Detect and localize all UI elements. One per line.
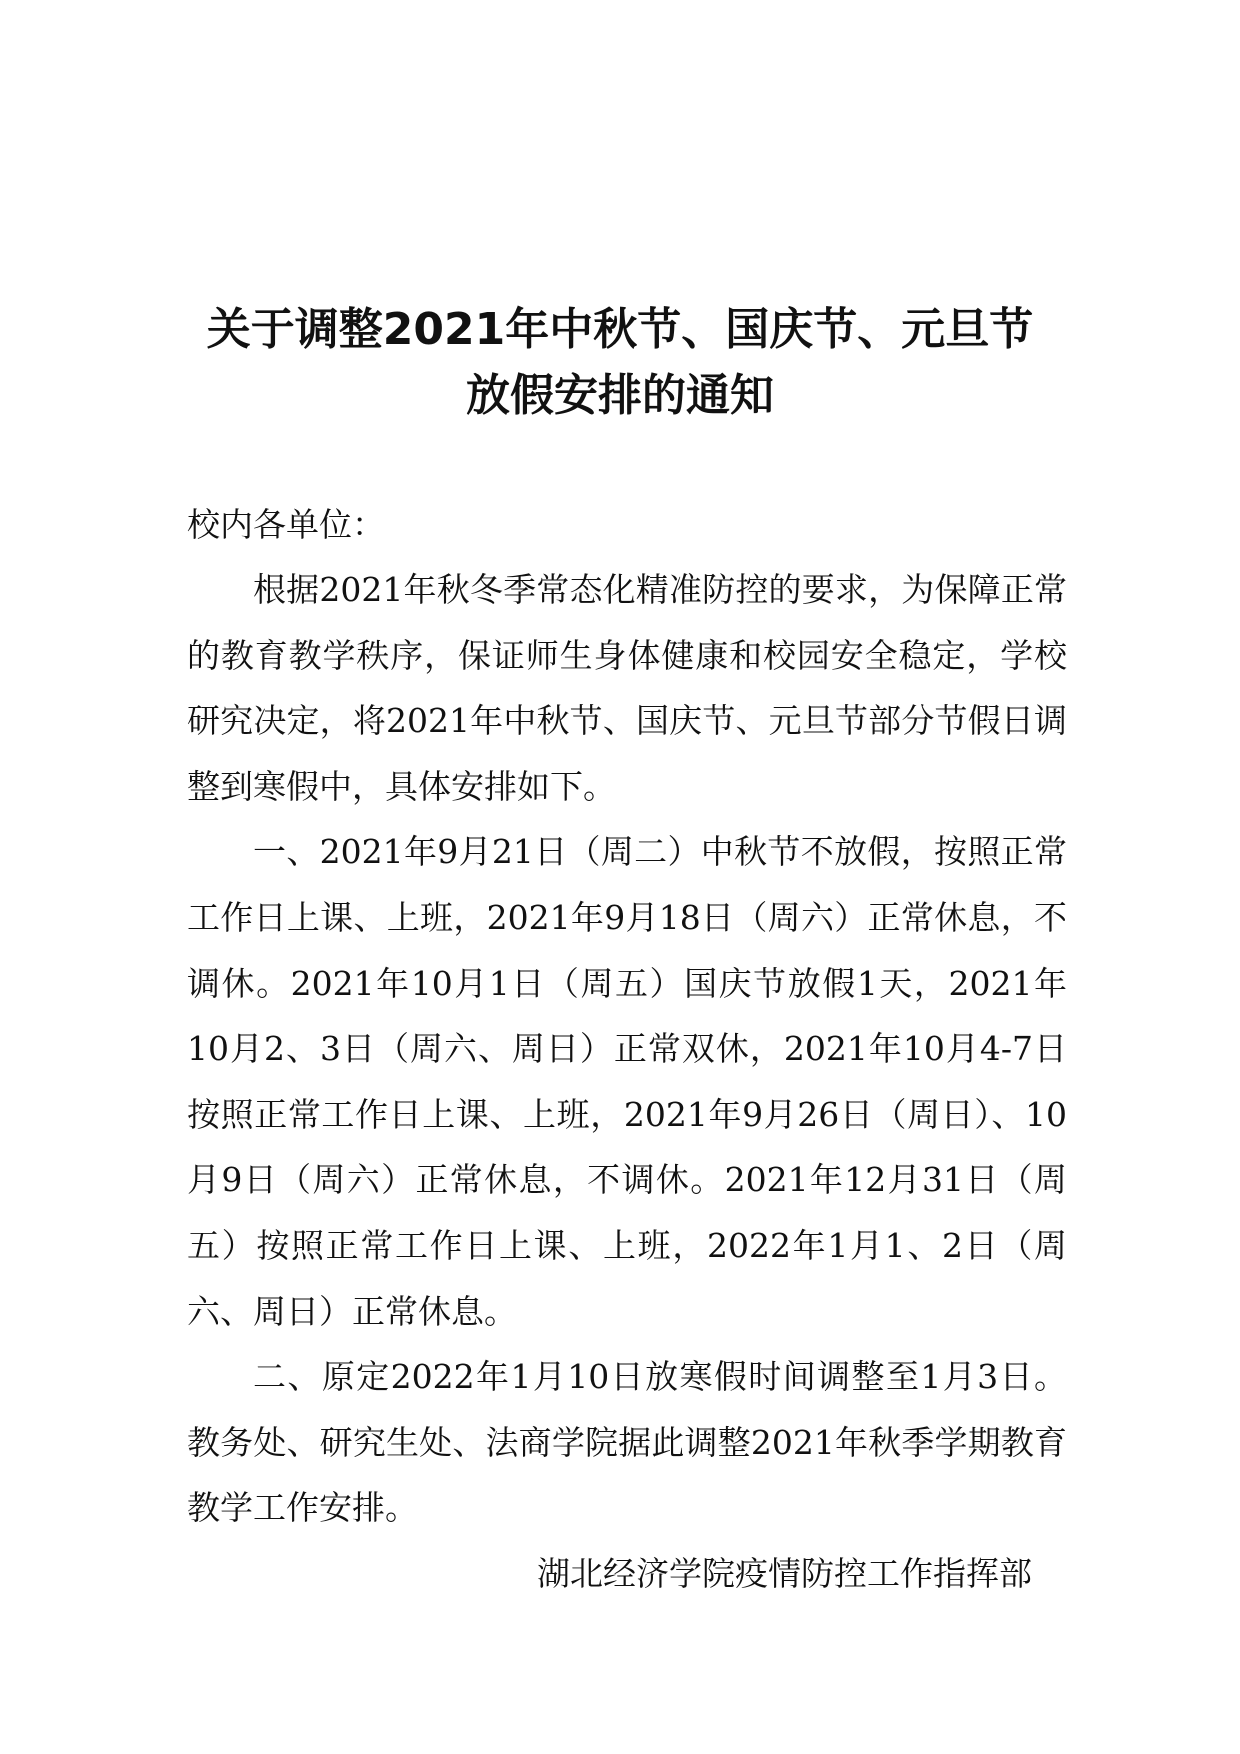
paragraph-item-2: 二、原定2022年1月10日放寒假时间调整至1月3日。教务处、研究生处、法商学院据此调整2021年秋季学期教育教学工作安排。 xyxy=(187,1357,1067,1528)
issuer-signature: 湖北经济学院疫情防控工作指挥部 xyxy=(537,1554,1032,1593)
paragraph-intro: 根据2021年秋冬季常态化精准防控的要求，为保障正常的教育教学秩序，保证师生身体健康和校园安全稳定，学校研究决定，将2021年中秋节、国庆节、元旦节部分节假日调整到寒假中，具体安排如下。 xyxy=(187,570,1067,806)
paragraph-item-1: 一、2021年9月21日（周二）中秋节不放假，按照正常工作日上课、上班，2021年9月18日（周六）正常休息，不调休。2021年10月1日（周五）国庆节放假1天，2021年10月2、3日（周六、周日）正常双休，2021年10月4-7日按照正常工作日上课、上班，2021年9月26日（周日）、10月9日（周六）正常休息，不调休。2021年12月31日（周五）按照正常工作日上课、上班，2022年1月1、2日（周六、周日）正常休息。 xyxy=(187,832,1067,1331)
document-title-line-1: 关于调整2021年中秋节、国庆节、元旦节 xyxy=(206,304,1034,355)
document-title-line-2: 放假安排的通知 xyxy=(466,370,774,421)
notice-body xyxy=(187,557,1067,1541)
salutation: 校内各单位： xyxy=(187,505,385,544)
